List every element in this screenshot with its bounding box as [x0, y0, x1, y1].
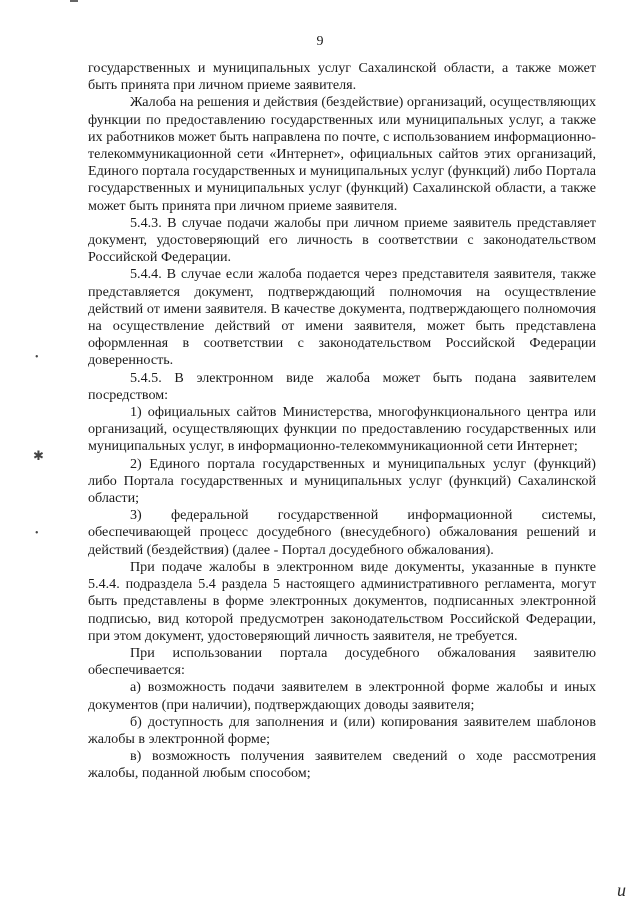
paragraph-5-4-5: 5.4.5. В электронном виде жалоба может быть подана заявителем посредством:: [88, 369, 596, 403]
handwritten-initial: и: [617, 880, 626, 900]
list-item-a: а) возможность подачи заявителем в электронной форме жалобы и иных документов (при наличии), подтверждающих доводы заявителя;: [88, 679, 596, 713]
scan-artifact: [70, 0, 78, 2]
margin-dot: ✱: [33, 448, 44, 463]
document-body: [88, 60, 596, 783]
list-item-b: б) доступность для заполнения и (или) копирования заявителем шаблонов жалобы в электронной форме;: [88, 713, 596, 747]
margin-dot: •: [35, 352, 39, 363]
paragraph-complaint-organizations: Жалоба на решения и действия (бездействие) организаций, осуществляющих функции по предоставлению государственных или муниципальных услуг, а также их работников может быть направлена по почте, с использованием информационно-телекоммуникационной сети «Интернет», официальных сайтов этих организаций, Единого портала государственных и муниципальных услуг (функций) либо Портала государственных и муниципальных услуг (функций) Сахалинской области, а также может быть принята при личном приеме заявителя.: [88, 94, 596, 214]
paragraph-5-4-4: 5.4.4. В случае если жалоба подается через представителя заявителя, также представляется документ, подтверждающий полномочия на осуществление действий от имени заявителя. В качестве документа, подтверждающего полномочия на осуществление действий от имени заявителя, может быть представлена оформленная в соответствии с законодательством Российской Федерации доверенность.: [88, 266, 596, 369]
paragraph-electronic-documents: При подаче жалобы в электронном виде документы, указанные в пункте 5.4.4. подраздела 5.4 раздела 5 настоящего административного регламента, могут быть представлены в форме электронных документов, подписанных электронной подписью, вид которой предусмотрен законодательством Российской Федерации, при этом документ, удостоверяющий личность заявителя, не требуется.: [88, 558, 596, 644]
list-item-1: 1) официальных сайтов Министерства, многофункционального центра или организаций, осуществляющих функции по предоставлению государственных или муниципальных услуг, в информационно-телекоммуникационной сети Интернет;: [88, 404, 596, 455]
page-number: 9: [316, 34, 324, 49]
list-item-v: в) возможность получения заявителем сведений о ходе рассмотрения жалобы, поданной любым способом;: [88, 748, 596, 782]
list-item-3: 3) федеральной государственной информационной системы, обеспечивающей процесс досудебного (внесудебного) обжалования решений и действий (бездействия) (далее - Портал досудебного обжалования).: [88, 507, 596, 558]
margin-dot: •: [35, 528, 39, 539]
paragraph-5-4-3: 5.4.3. В случае подачи жалобы при личном приеме заявитель представляет документ, удостоверяющий его личность в соответствии с законодательством Российской Федерации.: [88, 214, 596, 266]
paragraph-continuation: государственных и муниципальных услуг Сахалинской области, а также может быть принята при личном приеме заявителя.: [88, 60, 596, 94]
list-item-2: 2) Единого портала государственных и муниципальных услуг (функций) либо Портала государственных и муниципальных услуг (функций) Сахалинской области;: [88, 455, 596, 507]
paragraph-portal-provides: При использовании портала досудебного обжалования заявителю обеспечивается:: [88, 644, 596, 679]
